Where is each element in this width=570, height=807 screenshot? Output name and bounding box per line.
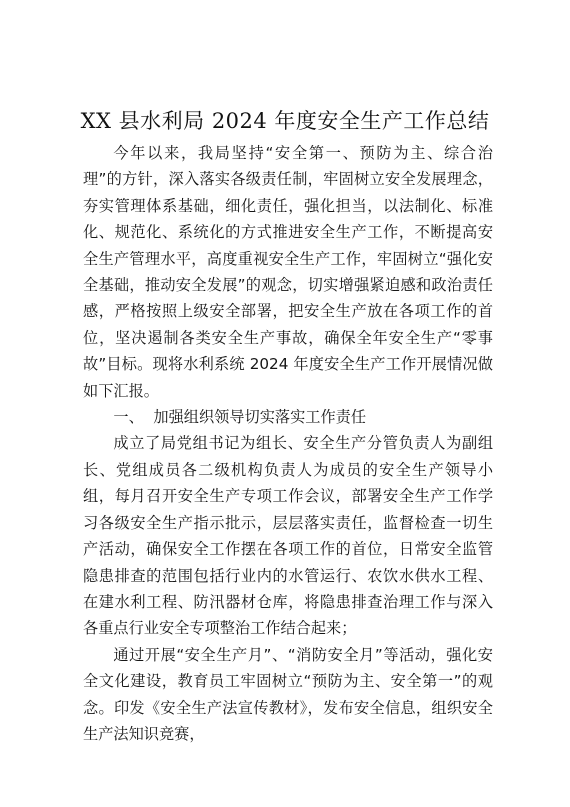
section-1-paragraph-2: 通过开展“安全生产月”、“消防安全月”等活动，强化安全文化建设，教育员工牢固树立“预防为主、安全第一”的观念。印发《安全生产法宣传教材》，发布安全信息，组织安全生产法知识竞赛， xyxy=(83,645,493,743)
section-1-paragraph-1: 成立了局党组书记为组长、安全生产分管负责人为副组长、党组成员各二级机构负责人为成员的安全生产领导小组，每月召开安全生产专项工作会议，部署安全生产工作学习各级安全生产指示批示，层层落实责任，监督检查一切生产活动，确保安全工作摆在各项工作的首位，日常安全监管隐患排查的范围包括行业内的水管运行、农饮水供水工程、在建水利工程、防汛器材仓库，将隐患排查治理工作与深入各重点行业安全专项整治工作结合起来； xyxy=(83,434,493,638)
intro-paragraph: 今年以来，我局坚持“安全第一、预防为主、综合治理”的方针，深入落实各级责任制，牢固树立安全发展理念，夯实管理体系基础，细化责任，强化担当，以法制化、标准化、规范化、系统化的方式推进安全生产工作，不断提高安全生产管理水平，高度重视安全生产工作，牢固树立“强化安全基础，推动安全发展”的观念，切实增强紧迫感和政治责任感，严格按照上级安全部署，把安全生产放在各项工作的首位，坚决遏制各类安全生产事故，确保全年安全生产“零事故”目标。现将水利系统 2024 年度安全生产工作开展情况做如下汇报。 xyxy=(83,144,493,400)
section-heading-1: 一、 加强组织领导切实落实工作责任 xyxy=(113,408,367,427)
document-title: XX 县水利局 2024 年度安全生产工作总结 xyxy=(80,109,490,133)
document-body xyxy=(83,140,493,747)
